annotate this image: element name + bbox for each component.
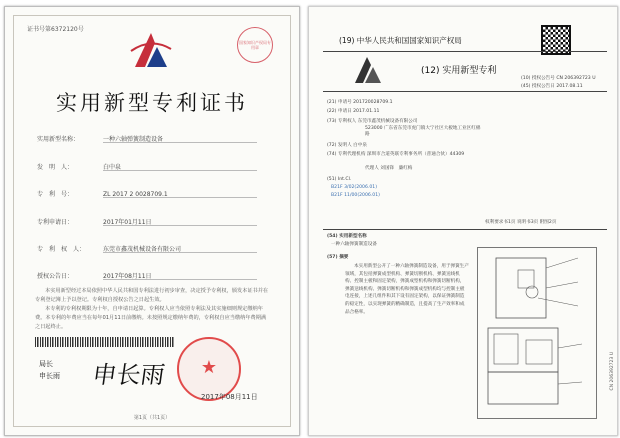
applicant: (73) 专利权人 东莞市鑫茂机械设备有限公司: [327, 119, 418, 124]
field-label: 专利申请日：: [37, 219, 74, 226]
utility-model-title: 一种六轴弹簧制造设备: [331, 242, 377, 247]
certificate-paragraph: 本专利的专利权期限为十年，自申请日起算。专利权人应当依照专利法及其实施细则规定缴纳年费。本专利的年费应当在每年01月11日前缴纳。未按照规定缴纳年费的，专利权自应当缴纳年费期满之日起终止。: [35, 306, 267, 330]
field-label: 实用新型名称：: [37, 136, 80, 143]
abstract-text: 本实用新型公开了一种六轴弹簧制造设备，用于弹簧生产领域，其包括弹簧成型机构、弹簧切断机构、弹簧送线机构、控制主板和固定架构，弹簧成型机构和弹簧切断机构，弹簧送线机构、弹簧切断机构和弹簧成型机构均与控制主板电连接，上述几组件和其下设有固定架构，以保证弹簧制造的稳定性，以实现弹簧的精确制造，且提高了生产效率和成品合格率。: [345, 264, 469, 315]
field-underline: [103, 252, 257, 253]
agent: 代理人 刘国锋 廉红梅: [365, 166, 413, 171]
field-label: 授权公告日：: [37, 273, 74, 280]
patent-office-logo-icon: [127, 29, 173, 71]
office-name: (19) 中华人民共和国国家知识产权局: [339, 36, 462, 45]
field-value: 2017年01月11日: [103, 219, 152, 226]
ipc-code: B21F 11/00(2006.01): [331, 193, 380, 198]
field-underline: [103, 279, 257, 280]
field-underline: [103, 142, 257, 143]
barcode: [35, 337, 175, 347]
publication-date: (45) 授权公告日 2017.08.11: [521, 84, 583, 89]
seal-star-icon: ★: [200, 357, 218, 378]
field-value: 2017年08月11日: [103, 273, 152, 280]
field-value: 一种六轴弹簧制造设备: [103, 136, 164, 143]
signature-title: 局长: [39, 360, 53, 368]
page-number: 第1页（共1页）: [133, 415, 171, 421]
abstract-label: (57) 摘要: [327, 255, 349, 260]
field-label: 发 明 人：: [37, 164, 74, 171]
field-value: ZL 2017 2 0028709.1: [103, 191, 168, 198]
field-label: 专 利 号：: [37, 191, 74, 198]
seal-date: 2017年08月11日: [201, 393, 258, 401]
header-rule: [323, 51, 607, 52]
patent-drawing: [477, 247, 597, 419]
header-rule: [323, 91, 607, 92]
inventor: (72) 发明人 白中泉: [327, 143, 367, 148]
side-publication-code: CN 206392723 U: [610, 352, 615, 391]
top-stamp: 国家知识产权局专用章: [237, 27, 273, 63]
title-label: (54) 实用新型名称: [327, 234, 367, 239]
publication-number: (10) 授权公告号 CN 206392723 U: [521, 76, 596, 81]
patent-kind: (12) 实用新型专利: [421, 66, 497, 76]
patent-office-logo-icon: [349, 55, 389, 85]
patent-publication-page: [308, 6, 618, 436]
page-counts: 权利要求书1页 说明书3页 附图2页: [485, 220, 557, 225]
certificate-title: 实用新型专利证书: [56, 91, 248, 115]
field-value: 东莞市鑫茂机械设备有限公司: [103, 246, 182, 253]
ipc-code: B21F 3/02(2006.01): [331, 185, 377, 190]
certificate-paragraph: 本实用新型经过本局依照中华人民共和国专利法进行初步审查，决定授予专利权，颁发本证书并在专利登记簿上予以登记。专利权自授权公告之日起生效。: [35, 288, 269, 303]
certificate-number: 证书号第6372120号: [27, 26, 84, 33]
field-underline: [103, 197, 257, 198]
section-rule: [323, 229, 607, 230]
field-value: 白中泉: [103, 164, 122, 171]
field-underline: [103, 225, 257, 226]
agency: (74) 专利代理机构 深圳市合道英联专利事务所（普通合伙）44309: [327, 152, 465, 157]
field-label: 专 利 权 人：: [37, 246, 86, 253]
field-underline: [103, 170, 257, 171]
patent-certificate-page: [4, 6, 300, 436]
signature-name: 申长雨: [39, 372, 60, 380]
applicant-address: 523000 广东省东莞市虎门镇大宁社区大板地工业区红棉路: [365, 126, 481, 137]
handwritten-signature: 申长雨: [90, 361, 167, 389]
application-date: (22) 申请日 2017.01.11: [327, 109, 380, 114]
application-number: (21) 申请号 201720028709.1: [327, 100, 393, 105]
ipc-label: (51) Int.Cl.: [327, 177, 352, 182]
